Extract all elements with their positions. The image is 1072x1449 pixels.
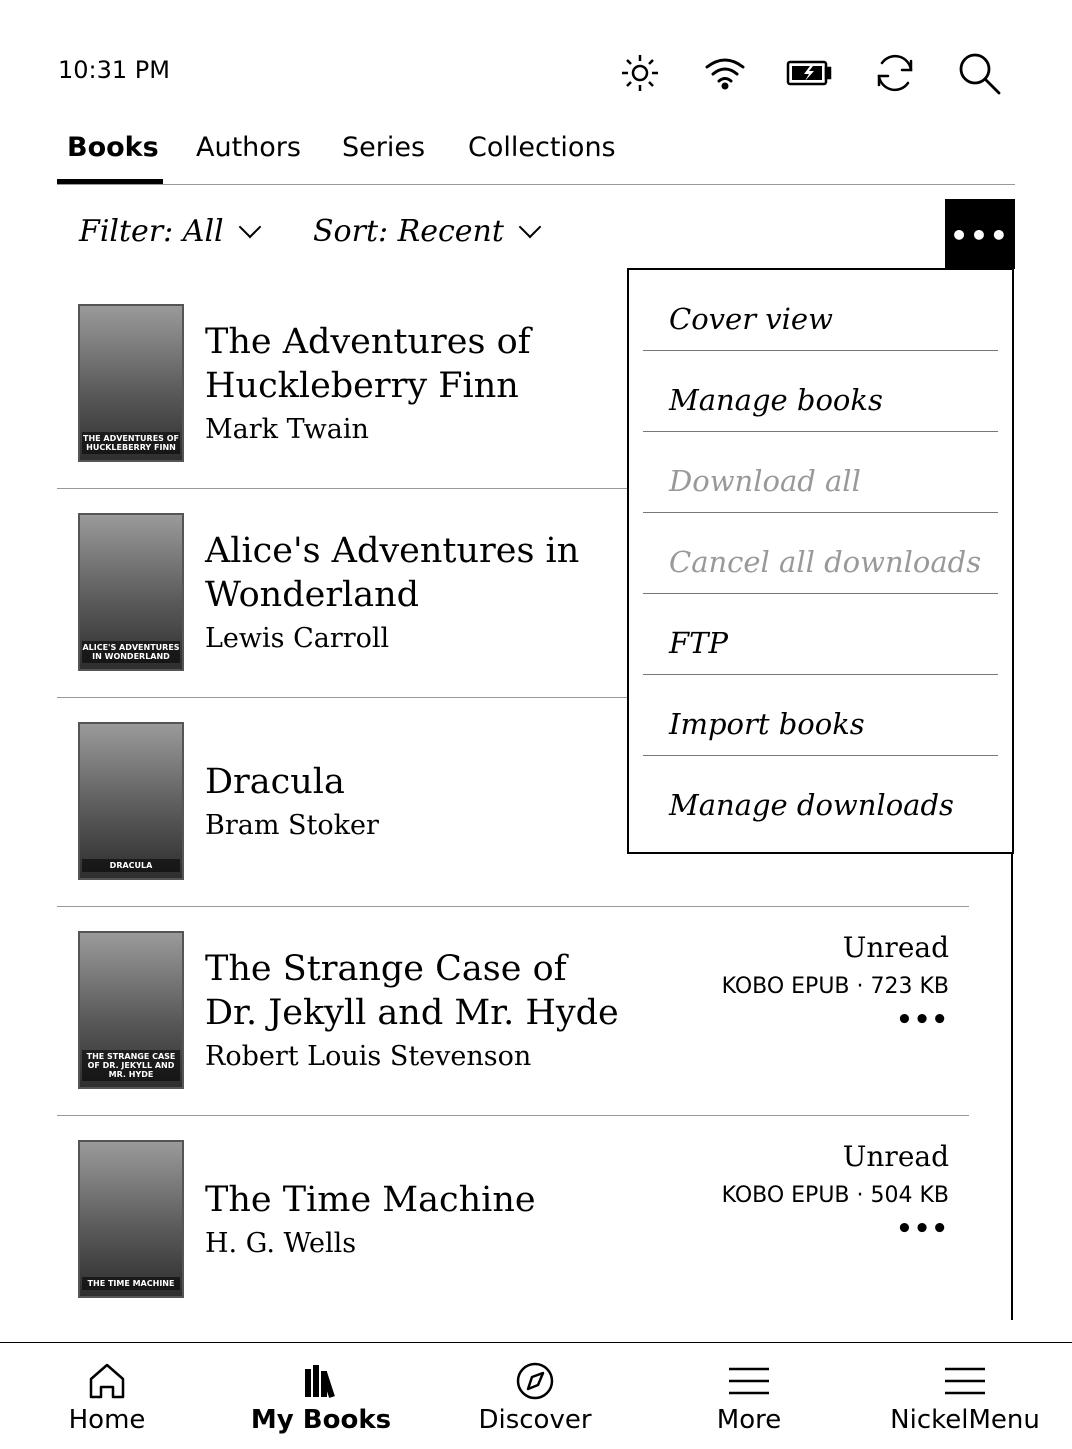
book-author: Mark Twain [205,414,369,445]
nav-label: Home [68,1405,146,1435]
book-author: Lewis Carroll [205,623,390,654]
book-title: The Strange Case of Dr. Jekyll and Mr. Hyde [205,949,619,1033]
file-info: KOBO EPUB · 504 KB [721,1183,949,1208]
tab-authors[interactable]: Authors [196,132,301,163]
battery-charging-icon [786,50,832,96]
chevron-down-icon [519,216,542,239]
book-info[interactable] [205,280,625,488]
library-tabs [57,120,1015,185]
menu-item-cancel-all-downloads: Cancel all downloads [643,513,998,594]
sort-dropdown[interactable] [313,214,538,249]
nav-home[interactable] [0,1343,214,1449]
book-row[interactable] [57,907,969,1116]
book-cover[interactable]: THE STRANGE CASE OF DR. JEKYLL AND MR. HYDE [78,931,184,1089]
book-author: Bram Stoker [205,810,379,841]
book-title: The Adventures of Huckleberry Finn [205,322,531,406]
menu-item-import-books[interactable]: Import books [643,675,998,756]
book-title: Dracula [205,762,345,802]
nav-label: My Books [250,1405,392,1435]
menu-item-manage-books[interactable]: Manage books [643,351,998,432]
filter-sort-bar [57,200,1015,270]
book-cover[interactable]: THE ADVENTURES OF HUCKLEBERRY FINN [78,304,184,462]
brightness-icon[interactable] [617,50,663,96]
compass-icon [513,1361,557,1401]
book-author: H. G. Wells [205,1228,357,1259]
clock: 10:31 PM [58,56,170,84]
filter-label: Filter: All [79,214,224,249]
read-status: Unread [842,931,949,964]
read-status: Unread [842,1140,949,1173]
nav-discover[interactable] [428,1343,642,1449]
overflow-menu-button[interactable] [945,199,1015,269]
nav-nickelmenu[interactable] [858,1343,1072,1449]
book-cover[interactable]: ALICE'S ADVENTURES IN WONDERLAND [78,513,184,671]
tab-books[interactable]: Books [57,132,163,184]
bottom-navigation [0,1342,1072,1449]
sort-label: Sort: Recent [313,214,504,249]
book-more-button[interactable]: ••• [896,1214,949,1244]
nav-my-books[interactable] [214,1343,428,1449]
chevron-down-icon [238,216,261,239]
home-icon [85,1361,129,1401]
books-icon [299,1361,343,1401]
book-meta [722,1140,949,1244]
book-cover[interactable]: THE TIME MACHINE [78,1140,184,1298]
nav-label: Discover [478,1405,592,1435]
book-meta [722,931,949,1035]
book-title: The Time Machine [205,1180,536,1220]
nav-label: More [716,1405,782,1435]
overflow-menu [627,268,1014,854]
menu-item-cover-view[interactable]: Cover view [643,270,998,351]
book-cover[interactable]: DRACULA [78,722,184,880]
book-more-button[interactable]: ••• [896,1005,949,1035]
nav-label: NickelMenu [890,1405,1040,1435]
book-row[interactable] [57,1116,969,1324]
book-info[interactable] [205,1116,625,1324]
menu-icon [943,1361,987,1401]
nav-more[interactable] [642,1343,856,1449]
menu-item-manage-downloads[interactable]: Manage downloads [669,788,954,822]
book-title: Alice's Adventures in Wonderland [205,531,580,615]
filter-dropdown[interactable] [79,214,258,249]
tab-collections[interactable]: Collections [468,132,616,163]
menu-item-download-all: Download all [643,432,998,513]
wifi-icon[interactable] [702,50,748,96]
file-info: KOBO EPUB · 723 KB [721,974,949,999]
book-info[interactable] [205,907,625,1115]
book-info[interactable] [205,698,625,906]
book-info[interactable] [205,489,625,697]
menu-item-ftp[interactable]: FTP [643,594,998,675]
tab-series[interactable]: Series [342,132,426,163]
more-icon: ••• [950,219,1010,252]
book-author: Robert Louis Stevenson [205,1041,532,1072]
menu-icon [727,1361,771,1401]
status-bar [0,0,1072,120]
sync-icon[interactable] [872,50,918,96]
search-icon[interactable] [956,50,1002,96]
